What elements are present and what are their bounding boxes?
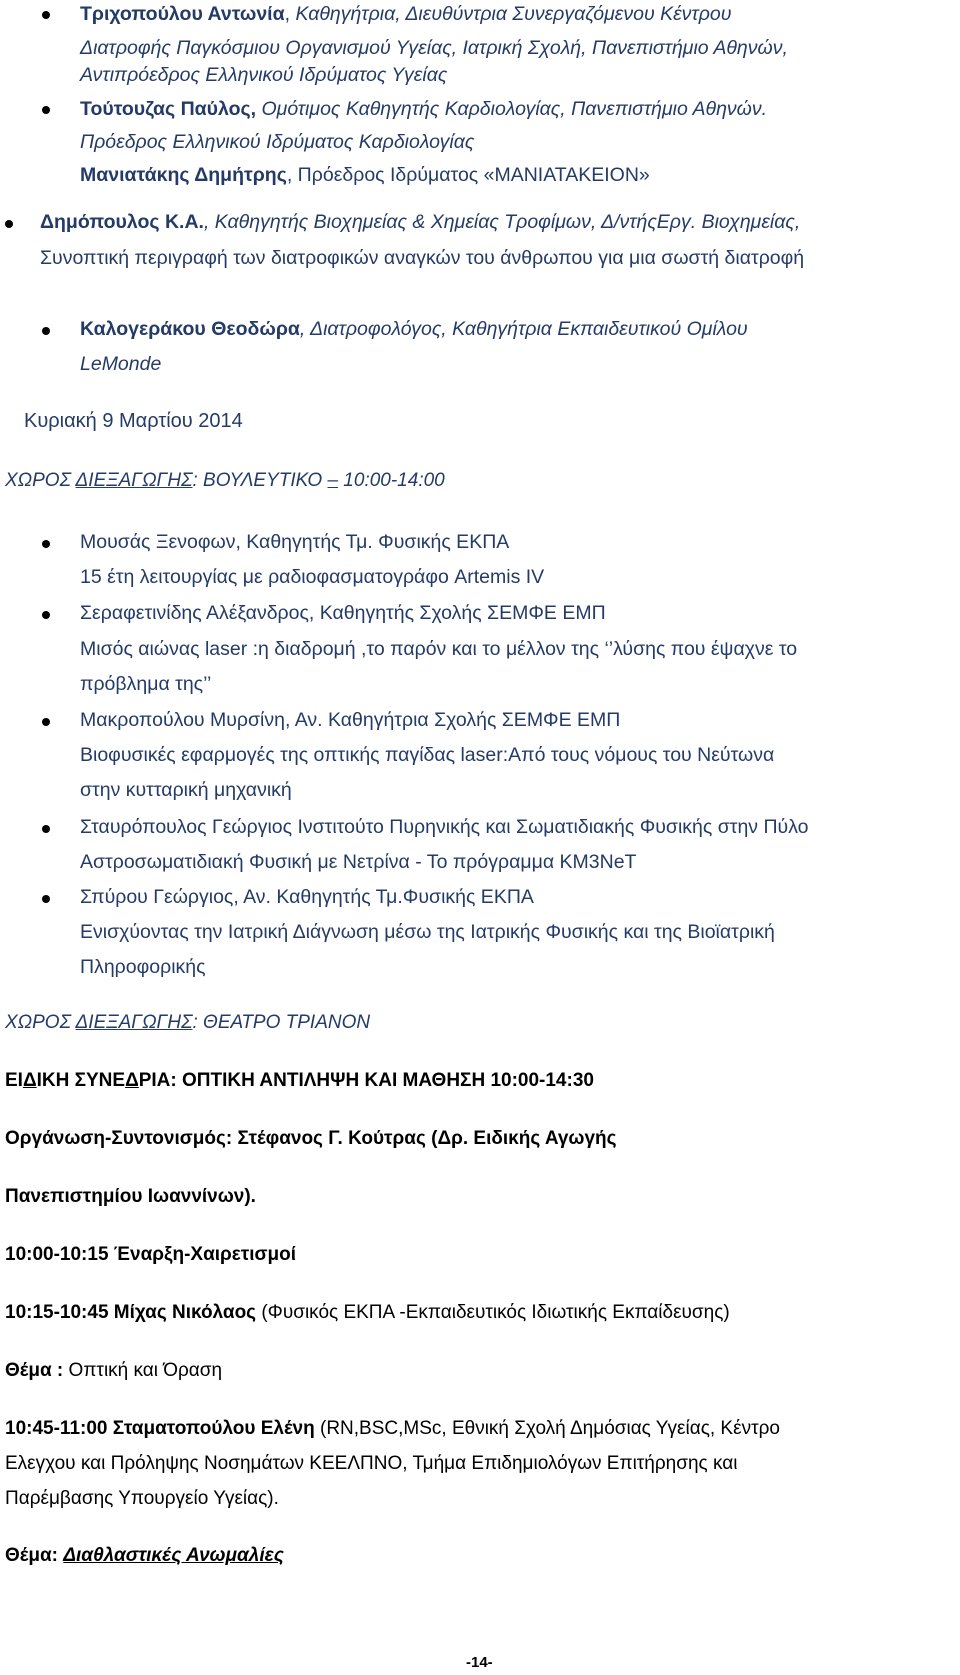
schedule-slot: 10:15-10:45 Μίχας Νικόλαος (Φυσικός ΕΚΠΑ -Εκπαιδευτικός Ιδιωτικής Εκπαίδευσης)	[5, 1302, 730, 1323]
bullet	[42, 895, 50, 903]
talk-title: στην κυτταρική μηχανική	[80, 779, 292, 801]
theme-line: Θέμα : Οπτική και Όραση	[5, 1360, 223, 1381]
bullet	[42, 611, 50, 619]
talk-title: Ενισχύοντας την Ιατρική Διάγνωση μέσω της Ιατρικής Φυσικής και της Βιοϊατρική	[80, 921, 775, 943]
talk-speaker: Σταυρόπουλος Γεώργιος Ινστιτούτο Πυρηνικής και Σωματιδιακής Φυσικής στην Πύλο	[80, 816, 809, 838]
bullet	[42, 11, 50, 19]
theme-line: Θέμα: Διαθλαστικές Ανωμαλίες	[5, 1545, 284, 1566]
speaker-description: LeMonde	[80, 353, 162, 375]
bullet	[42, 540, 50, 548]
speaker-description: Διατροφής Παγκόσμιου Οργανισμού Υγείας, Ιατρική Σχολή, Πανεπιστήμιο Αθηνών,	[80, 37, 788, 59]
bullet	[42, 718, 50, 726]
schedule-slot-continued: Ελεγχου και Πρόληψης Νοσημάτων ΚΕΕΛΠΝΟ, Τμήμα Επιδημιολόγων Επιτήρησης και	[5, 1453, 738, 1474]
talk-title: πρόβλημα της’’	[80, 673, 212, 695]
venue-heading: ΧΩΡΟΣ ΔΙΕΞΑΓΩΓΗΣ: ΘΕΑΤΡΟ ΤΡΙΑΝΟΝ	[5, 1012, 371, 1033]
talk-speaker: Μακροπούλου Μυρσίνη, Αν. Καθηγήτρια Σχολής ΣΕΜΦΕ ΕΜΠ	[80, 709, 621, 731]
speaker-description: Συνοπτική περιγραφή των διατροφικών αναγκών του άνθρωπου για μια σωστή διατροφή	[40, 247, 805, 269]
schedule-slot-continued: Παρέμβασης Υπουργείο Υγείας).	[5, 1488, 279, 1509]
venue-heading: ΧΩΡΟΣ ΔΙΕΞΑΓΩΓΗΣ: ΒΟΥΛΕΥΤΙΚΟ – 10:00-14:00	[5, 470, 445, 491]
bullet	[42, 825, 50, 833]
bullet	[42, 327, 50, 335]
talk-speaker: Σεραφετινίδης Αλέξανδρος, Καθηγητής Σχολής ΣΕΜΦΕ ΕΜΠ	[80, 602, 606, 624]
schedule-opening: 10:00-10:15 Έναρξη-Χαιρετισμοί	[5, 1244, 297, 1265]
list-item: Καλογεράκου Θεοδώρα, Διατροφολόγος, Καθηγήτρια Εκπαιδευτικού Ομίλου	[80, 318, 748, 340]
list-item: Μανιατάκης Δημήτρης, Πρόεδρος Ιδρύματος «ΜΑΝΙΑΤΑΚΕΙΟΝ»	[80, 164, 650, 186]
page-number: -14-	[466, 1654, 493, 1671]
talk-title: 15 έτη λειτουργίας με ραδιοφασματογράφο Artemis IV	[80, 566, 545, 588]
list-item: Τούτουζας Παύλος, Ομότιμος Καθηγητής Καρδιολογίας, Πανεπιστήμιο Αθηνών.	[80, 98, 768, 120]
organizer-line: Οργάνωση-Συντονισμός: Στέφανος Γ. Κούτρας (Δρ. Ειδικής Αγωγής	[5, 1128, 617, 1149]
talk-title: Πληροφορικής	[80, 956, 206, 978]
bullet	[42, 106, 50, 114]
talk-speaker: Σπύρου Γεώργιος, Αν. Καθηγητής Τμ.Φυσικής ΕΚΠΑ	[80, 886, 534, 908]
speaker-description: Πρόεδρος Ελληνικού Ιδρύματος Καρδιολογίας	[80, 131, 475, 153]
special-session-heading: ΕΙΔΙΚΗ ΣΥΝΕΔΡΙΑ: ΟΠΤΙΚΗ ΑΝΤΙΛΗΨΗ ΚΑΙ ΜΑΘΗΣΗ 10:00-14:30	[5, 1070, 594, 1091]
list-item: Τριχοπούλου Αντωνία, Καθηγήτρια, Διευθύντρια Συνεργαζόμενου Κέντρου	[80, 3, 732, 25]
list-item: Δημόπουλος Κ.Α., Καθηγητής Βιοχημείας & Χημείας Τροφίμων, Δ/ντήςΕργ. Βιοχημείας,	[40, 211, 801, 233]
talk-title: Αστροσωματιδιακή Φυσική με Νετρίνα - Το πρόγραμμα KM3NeT	[80, 851, 637, 873]
schedule-slot: 10:45-11:00 Σταματοπούλου Ελένη (RN,BSC,MSc, Εθνική Σχολή Δημόσιας Υγείας, Κέντρο	[5, 1418, 780, 1439]
bullet	[5, 220, 13, 228]
day-heading: Κυριακή 9 Μαρτίου 2014	[24, 410, 243, 432]
talk-speaker: Μουσάς Ξενοφων, Καθηγητής Τμ. Φυσικής ΕΚΠΑ	[80, 531, 510, 553]
talk-title: Βιοφυσικές εφαρμογές της οπτικής παγίδας laser:Από τους νόμους του Νεύτωνα	[80, 744, 775, 766]
organizer-line: Πανεπιστημίου Ιωαννίνων).	[5, 1186, 256, 1207]
speaker-description: Αντιπρόεδρος Ελληνικού Ιδρύματος Υγείας	[80, 64, 448, 86]
talk-title: Μισός αιώνας laser :η διαδρομή ,το παρόν και το μέλλον της ‘’λύσης που έψαχνε το	[80, 638, 798, 660]
